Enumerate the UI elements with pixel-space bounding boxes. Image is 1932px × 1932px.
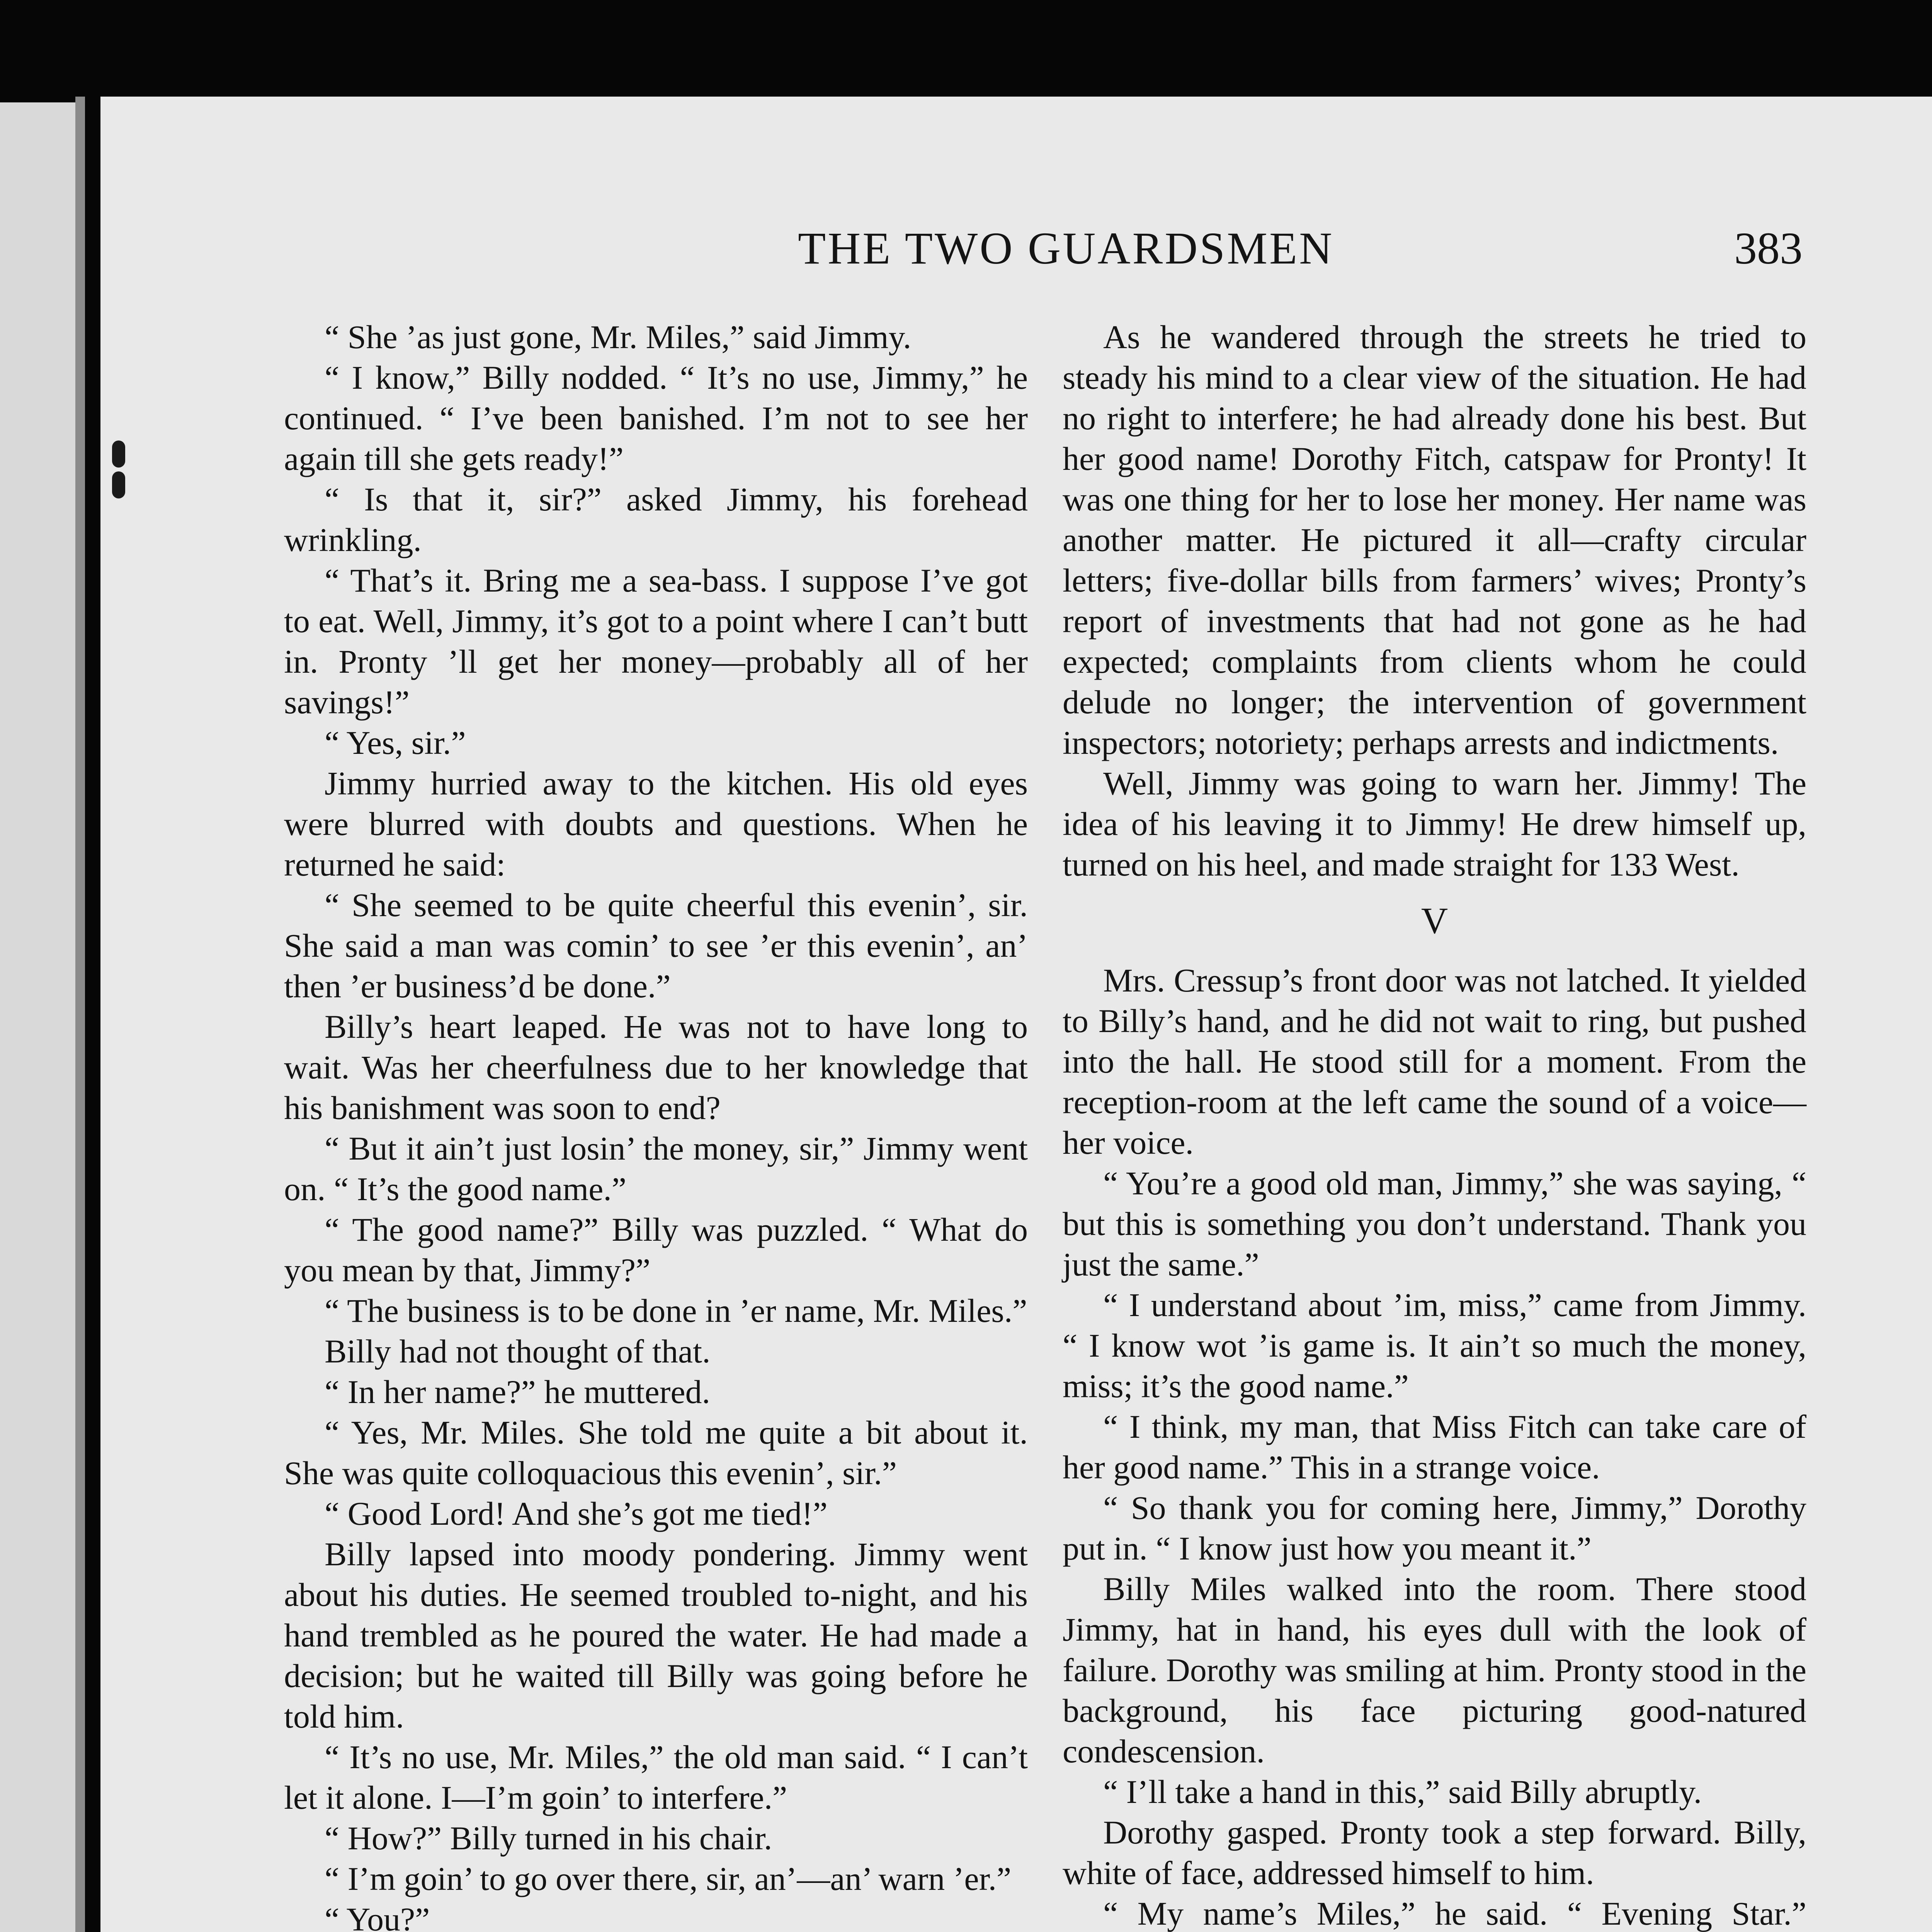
paragraph: “ Yes, sir.” (325, 724, 466, 761)
paragraph: Billy lapsed into moody pondering. Jimmy went about his duties. He seemed troubled to-night, and his hand trembled as he poured the water. He had made a decision; but he waited till Billy was going before he told him. (284, 1536, 1028, 1735)
paragraph: “ I know,” Billy nodded. “ It’s no use, Jimmy,” he continued. “ I’ve been banished. I’m not to see her again till she gets ready!” (284, 359, 1028, 477)
paragraph: Billy’s heart leaped. He was not to have long to wait. Was her cheerfulness due to her knowledge that his banishment was soon to end? (284, 1008, 1028, 1126)
binding-gutter (75, 97, 85, 1932)
paragraph: As he wandered through the streets he tried to steady his mind to a clear view of the situation. He had no right to interfere; he had already done his best. But her good name! Dorothy Fitch, catspaw for Pronty! It was one thing for her to lose her money. Her name was another matter. He pictured it all—crafty circular letters; five-dollar bills from farmers’ wives; Pronty’s report of investments that had not gone as he had expected; complaints from clients whom he could delude no longer; the intervention of government inspectors; notoriety; perhaps arrests and indictments. (1063, 318, 1806, 761)
paragraph: Billy had not thought of that. (325, 1333, 711, 1370)
paragraph: “ I understand about ’im, miss,” came from Jimmy. “ I know wot ’is game is. It ain’t so much the money, miss; it’s the good name.” (1063, 1286, 1806, 1405)
paragraph: “ But it ain’t just losin’ the money, sir,” Jimmy went on. “ It’s the good name.” (284, 1130, 1028, 1208)
binding-hole (112, 471, 125, 498)
paragraph: Jimmy hurried away to the kitchen. His old eyes were blurred with doubts and questions. When he returned he said: (284, 765, 1028, 883)
binding-hole (112, 440, 125, 468)
paragraph: Well, Jimmy was going to warn her. Jimmy! The idea of his leaving it to Jimmy! He drew himself up, turned on his heel, and made straight for 133 West. (1063, 765, 1806, 883)
paragraph: “ She ’as just gone, Mr. Miles,” said Jimmy. (325, 318, 912, 355)
paragraph: “ How?” Billy turned in his chair. (325, 1820, 772, 1857)
paragraph: “ The good name?” Billy was puzzled. “ What do you mean by that, Jimmy?” (284, 1211, 1028, 1289)
section-numeral: V (1421, 900, 1448, 941)
paragraph: “ I’ll take a hand in this,” said Billy abruptly. (1103, 1773, 1702, 1810)
paragraph: “ Good Lord! And she’s got me tied!” (325, 1495, 828, 1532)
left-text-column (284, 317, 1028, 1932)
paragraph: “ You’re a good old man, Jimmy,” she was saying, “ but this is something you don’t understand. Thank you just the same.” (1063, 1165, 1806, 1283)
paragraph: “ She seemed to be quite cheerful this evenin’, sir. She said a man was comin’ to see ’er this evenin’, an’ then ’er business’d be done.” (284, 886, 1028, 1005)
paragraph: “ It’s no use, Mr. Miles,” the old man said. “ I can’t let it alone. I—I’m goin’ to interfere.” (284, 1738, 1028, 1816)
paragraph: “ In her name?” he muttered. (325, 1373, 711, 1410)
running-head: THE TWO GUARDSMEN (798, 223, 1334, 274)
paragraph: “ That’s it. Bring me a sea-bass. I suppose I’ve got to eat. Well, Jimmy, it’s got to a point where I can’t butt in. Pronty ’ll get her money—probably all of her savings!” (284, 562, 1028, 721)
adjacent-page-edge (0, 102, 81, 1932)
paragraph: “ My name’s Miles,” he said. “ Evening Star.” (1103, 1895, 1806, 1932)
paragraph: “ Yes, Mr. Miles. She told me quite a bit about it. She was quite colloquacious this evenin’, sir.” (284, 1414, 1028, 1492)
right-text-column (1063, 317, 1806, 1932)
page-header (798, 222, 1803, 288)
paragraph: “ Is that it, sir?” asked Jimmy, his forehead wrinkling. (284, 481, 1028, 558)
paragraph: “ I think, my man, that Miss Fitch can take care of her good name.” This in a strange voice. (1063, 1408, 1806, 1486)
paragraph: “ So thank you for coming here, Jimmy,” Dorothy put in. “ I know just how you meant it.” (1063, 1489, 1806, 1567)
paragraph: Billy Miles walked into the room. There stood Jimmy, hat in hand, his eyes dull with the look of failure. Dorothy was smiling at him. Pronty stood in the background, his face picturing good-natured condescension. (1063, 1570, 1806, 1770)
paragraph: Dorothy gasped. Pronty took a step forward. Billy, white of face, addressed himself to him. (1063, 1814, 1806, 1891)
paragraph: “ You?” (325, 1901, 430, 1932)
page-number: 383 (1734, 223, 1803, 274)
paragraph: “ I’m goin’ to go over there, sir, an’—an’ warn ’er.” (325, 1860, 1012, 1897)
paragraph: “ The business is to be done in ’er name, Mr. Miles.” (325, 1292, 1027, 1329)
paragraph: Mrs. Cressup’s front door was not latched. It yielded to Billy’s hand, and he did not wait to ring, but pushed into the hall. He stood still for a moment. From the reception-room at the left came the sound of a voice—her voice. (1063, 962, 1806, 1161)
